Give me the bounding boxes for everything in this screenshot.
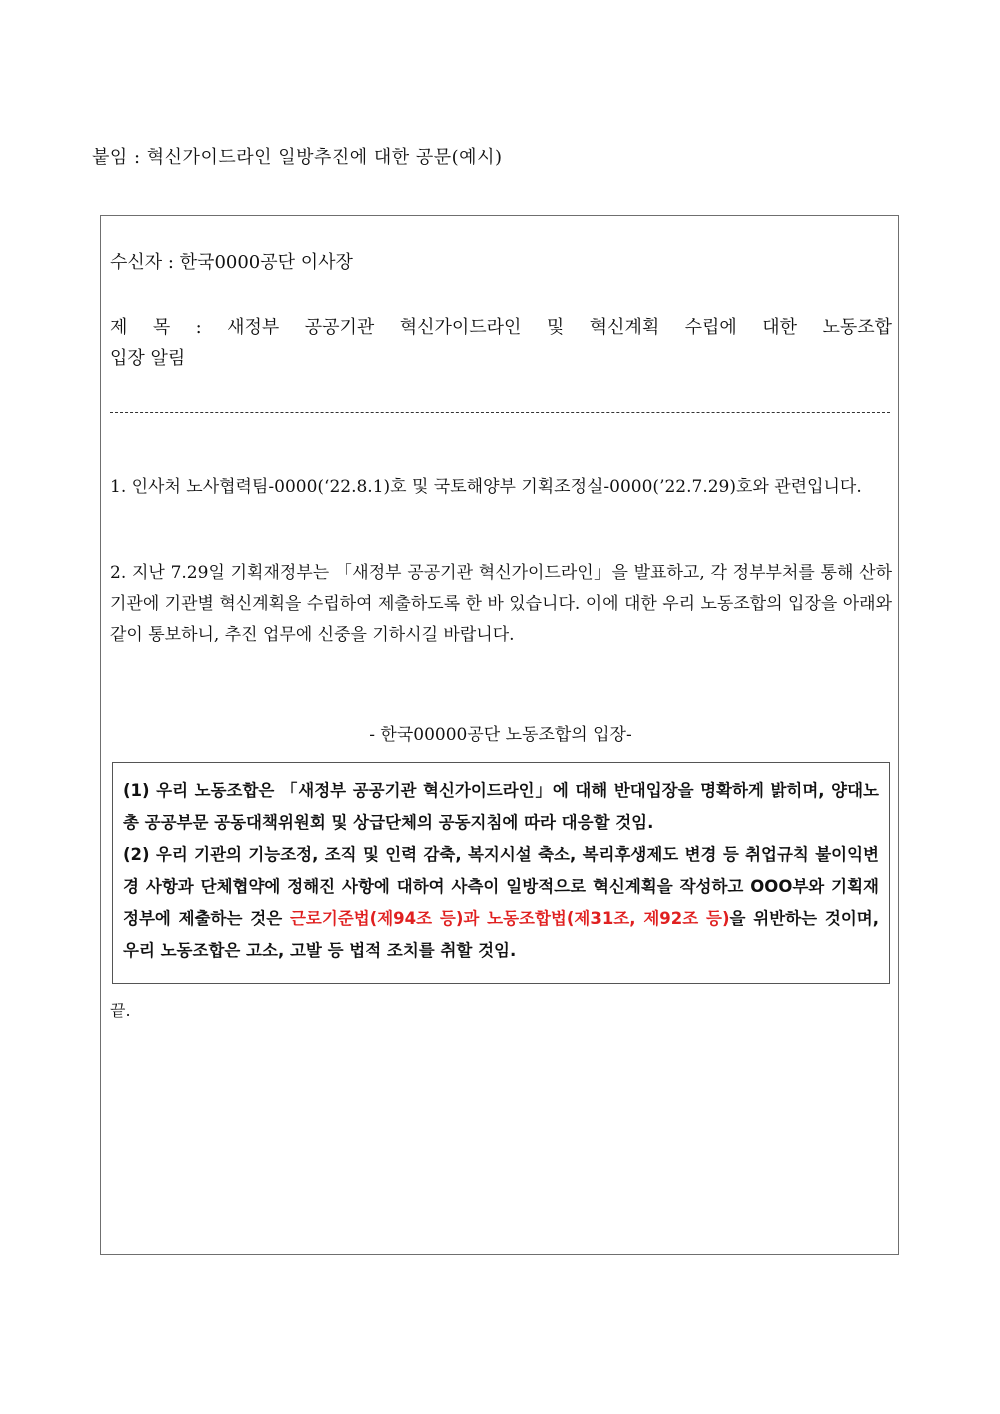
- dashed-separator: [110, 412, 890, 413]
- paragraph-reference: 1. 인사처 노사협력팀-0000(‘22.8.1)호 및 국토해양부 기획조정실-0000(’22.7.29)호와 관련입니다.: [110, 477, 862, 497]
- paragraph-notice: 2. 지난 7.29일 기획재정부는 「새정부 공공기관 혁신가이드라인」을 발표하고, 각 정부부처를 통해 산하기관에 기관별 혁신계획을 수립하여 제출하도록 한 바 있습니다. 이에 대한 우리 노동조합의 입장을 아래와 같이 통보하니, 추진 업무에 신중을 기하시길 바랍니다.: [110, 563, 892, 645]
- position-item-2-highlight: 근로기준법(제94조 등)과 노동조합법(제31조, 제92조 등): [289, 909, 730, 928]
- position-heading: - 한국00000공단 노동조합의 입장-: [369, 725, 632, 745]
- recipient-line: 수신자 : 한국0000공단 이사장: [110, 252, 353, 273]
- end-mark: 끝.: [110, 1001, 131, 1020]
- position-item-2-text-before: (2) 우리 기관의 기능조정, 조직 및 인력 감축, 복지시설 축소, 복리후생제도 변경 등 취업규칙 불이익변경 사항과 단체협약에 정해진 사항에 대하여 사측이 일방적으로 혁신계획을 작성하고 OOO부와 기획재정부에 제출하는 것은: [123, 845, 879, 928]
- subject-line: [110, 312, 892, 374]
- union-position-box: [112, 762, 890, 984]
- subject-line-2: 입장 알림: [110, 348, 186, 369]
- position-item-2-text-after: 을 위반하는 것이며, 우리 노동조합은 고소, 고발 등 법적 조치를 취할 것임.: [123, 909, 879, 960]
- position-item-1: (1) 우리 노동조합은 「새정부 공공기관 혁신가이드라인」에 대해 반대입장을 명확하게 밝히며, 양대노총 공공부문 공동대책위원회 및 상급단체의 공동지침에 따라 대응할 것임.: [123, 781, 879, 832]
- attachment-title: 붙임 : 혁신가이드라인 일방추진에 대한 공문(예시): [92, 147, 503, 168]
- official-letter-frame: [100, 215, 899, 1255]
- position-item-2: [123, 839, 879, 967]
- subject-line-1: 제 목 : 새정부 공공기관 혁신가이드라인 및 혁신계획 수립에 대한 노동조합: [110, 317, 892, 338]
